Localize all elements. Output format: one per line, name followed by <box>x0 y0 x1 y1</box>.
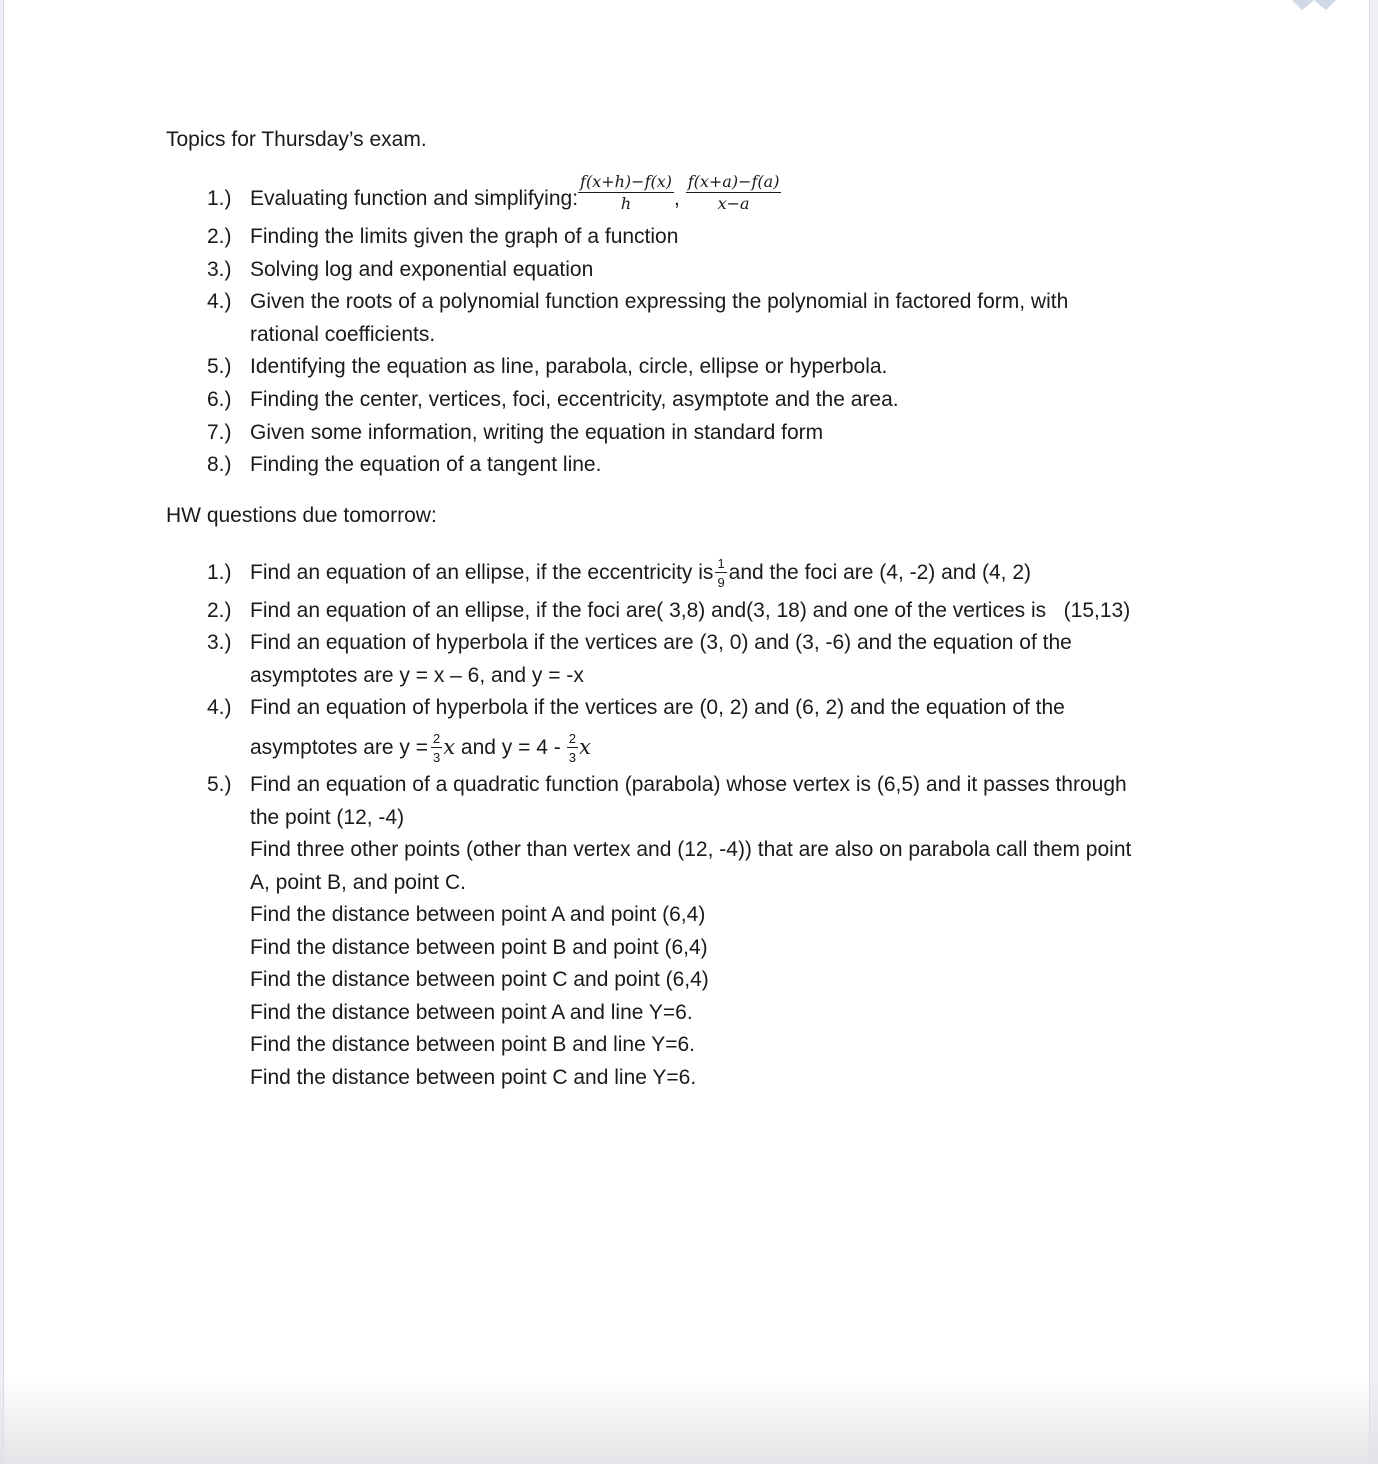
list-text: Given the roots of a polynomial function expressing the polynomial in factored form, with <box>250 290 1069 313</box>
question-text: Find an equation of an ellipse, if the eccentricity is <box>250 561 714 584</box>
list-text: Find an equation of a quadratic function (parabola) whose vertex is (6,5) and it passes through <box>250 773 1127 796</box>
list-number: 4.) <box>207 696 232 719</box>
list-text-continuation: rational coefficients. <box>250 323 436 346</box>
list-text-continuation: Find three other points (other than vertex and (12, -4)) that are also on parabola call them point <box>250 838 1132 861</box>
fraction-denominator: 3 <box>433 750 441 766</box>
list-text: Find an equation of hyperbola if the vertices are (3, 0) and (3, -6) and the equation of the <box>250 631 1072 654</box>
list-text-continuation <box>250 731 591 764</box>
eccentricity-fraction <box>715 557 726 589</box>
fraction-numerator: f(x+h)−f(x) <box>580 172 673 192</box>
difference-quotient-a-fraction <box>686 174 782 212</box>
fraction-separator: , <box>674 187 680 210</box>
list-number: 6.) <box>207 388 232 411</box>
list-number: 3.) <box>207 258 232 281</box>
list-text-continuation: Find the distance between point B and point (6,4) <box>250 936 708 959</box>
list-number: 1.) <box>207 187 232 210</box>
list-text: Solving log and exponential equation <box>250 258 594 281</box>
list-number: 2.) <box>207 225 232 248</box>
list-text-continuation: Find the distance between point B and line Y=6. <box>250 1033 696 1056</box>
slope-fraction <box>567 732 578 764</box>
fraction-numerator: 2 <box>433 731 441 747</box>
hw-questions-heading: HW questions due tomorrow: <box>166 504 437 527</box>
list-text: Identifying the equation as line, parabola, circle, ellipse or hyperbola. <box>250 355 888 378</box>
topic-text: Evaluating function and simplifying: <box>250 187 579 210</box>
list-number: 7.) <box>207 421 232 444</box>
list-text <box>250 172 781 215</box>
fraction-numerator: f(x+a)−f(a) <box>687 172 780 192</box>
list-text-continuation: Find the distance between point C and point (6,4) <box>250 968 709 991</box>
asymptote-text: asymptotes are y = <box>250 736 428 759</box>
list-text-continuation: the point (12, -4) <box>250 806 405 829</box>
fraction-numerator: 2 <box>568 731 576 747</box>
fraction-denominator: 3 <box>568 750 576 766</box>
list-text-continuation: asymptotes are y = x – 6, and y = -x <box>250 664 584 687</box>
document-page <box>4 0 1369 1464</box>
list-number: 1.) <box>207 561 232 584</box>
fraction-denominator: h <box>620 194 632 214</box>
fraction-denominator: 9 <box>717 575 725 591</box>
difference-quotient-h-fraction <box>578 174 674 212</box>
list-number: 5.) <box>207 773 232 796</box>
page-corner-icon <box>1290 0 1338 12</box>
asymptote-text: and y = 4 - <box>455 736 561 759</box>
question-text: and the foci are (4, -2) and (4, 2) <box>728 561 1031 584</box>
list-text-continuation: Find the distance between point A and point (6,4) <box>250 903 706 926</box>
list-text: Given some information, writing the equation in standard form <box>250 421 824 444</box>
slope-fraction <box>431 732 442 764</box>
list-text: Finding the center, vertices, foci, eccentricity, asymptote and the area. <box>250 388 899 411</box>
list-number: 8.) <box>207 453 232 476</box>
list-text <box>250 557 1031 589</box>
list-text: Finding the equation of a tangent line. <box>250 453 602 476</box>
math-variable: x <box>578 735 591 759</box>
fraction-numerator: 1 <box>717 556 725 572</box>
list-text: Finding the limits given the graph of a function <box>250 225 679 248</box>
list-text: Find an equation of hyperbola if the vertices are (0, 2) and (6, 2) and the equation of the <box>250 696 1065 719</box>
list-text-continuation: Find the distance between point A and line Y=6. <box>250 1001 693 1024</box>
list-number: 3.) <box>207 631 232 654</box>
exam-topics-heading: Topics for Thursday’s exam. <box>166 128 427 151</box>
list-number: 5.) <box>207 355 232 378</box>
list-number: 2.) <box>207 599 232 622</box>
list-number: 4.) <box>207 290 232 313</box>
viewer-bottom-fade <box>0 1374 1378 1464</box>
list-text: Find an equation of an ellipse, if the foci are( 3,8) and(3, 18) and one of the vertices is (15,13) <box>250 599 1131 622</box>
math-variable: x <box>443 735 456 759</box>
fraction-denominator: x−a <box>717 194 750 214</box>
list-text-continuation: A, point B, and point C. <box>250 871 466 894</box>
list-text-continuation: Find the distance between point C and line Y=6. <box>250 1066 697 1089</box>
